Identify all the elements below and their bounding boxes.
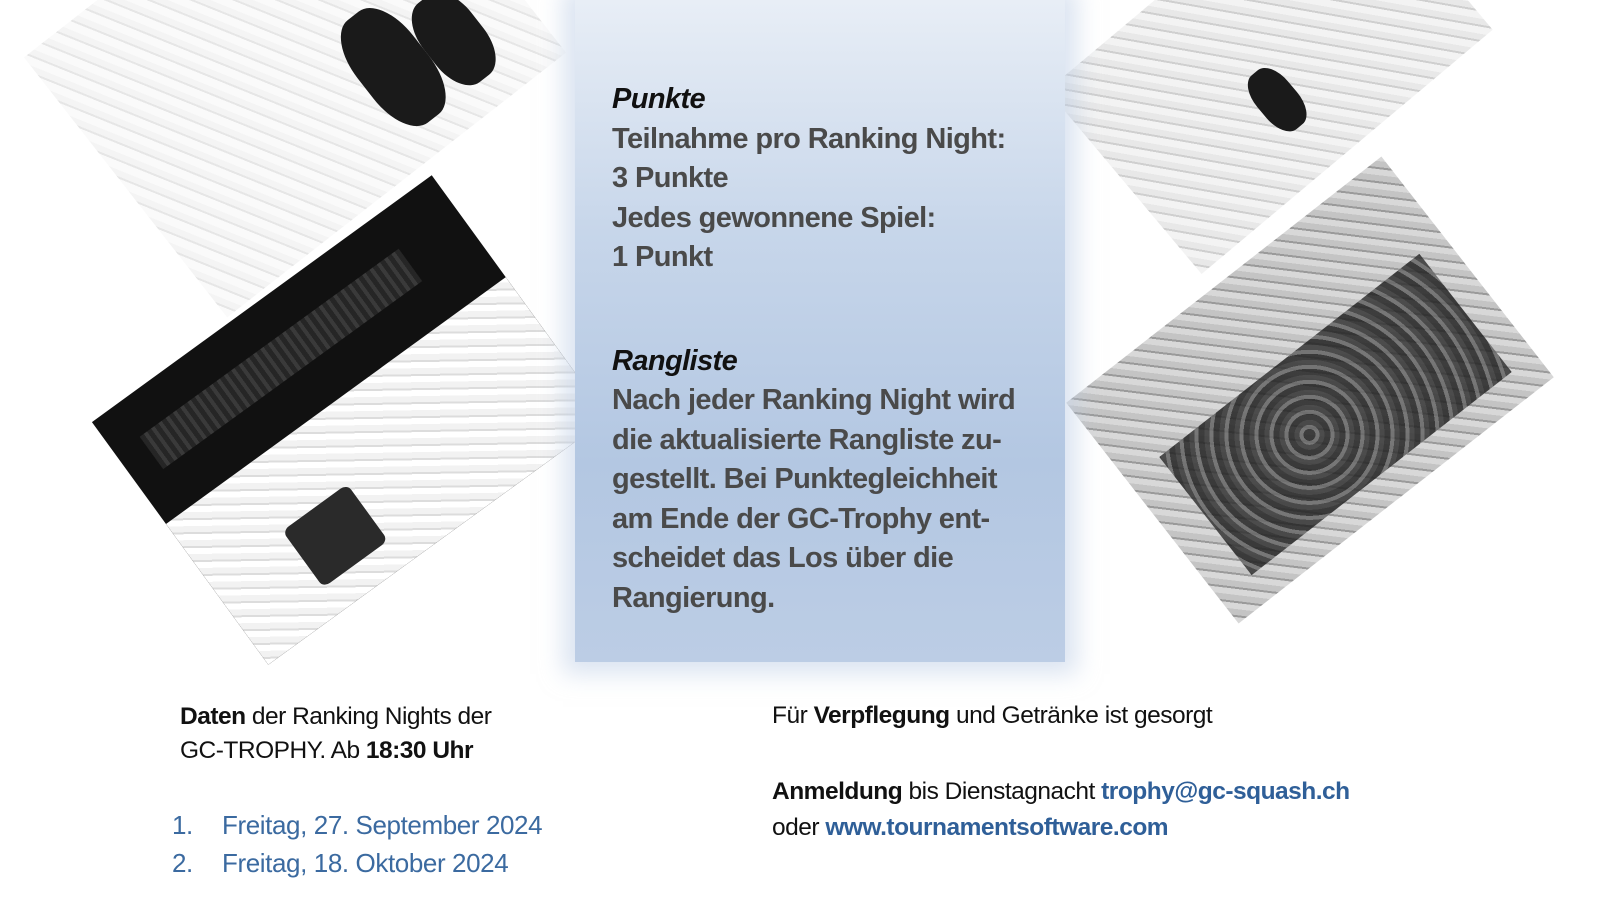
rangliste-line: Rangierung. bbox=[612, 581, 775, 614]
schedule-line2-text: GC-TROPHY. Ab bbox=[180, 737, 366, 764]
schedule-intro-bold: Daten bbox=[180, 703, 246, 730]
info-block bbox=[772, 698, 1350, 846]
trophy-table-sketch-image bbox=[92, 175, 608, 665]
rangliste-line: Nach jeder Ranking Night wird bbox=[612, 384, 1016, 416]
list-item bbox=[172, 844, 542, 882]
punkte-heading: Punkte bbox=[612, 83, 706, 115]
schedule-intro bbox=[180, 700, 491, 768]
registration-bold: Anmeldung bbox=[772, 778, 903, 805]
schedule-time: 18:30 Uhr bbox=[365, 737, 474, 764]
rangliste-heading: Rangliste bbox=[612, 344, 738, 377]
schedule-intro-text: der Ranking Nights der bbox=[245, 703, 492, 730]
punkte-line: Teilnahme pro Ranking Night: bbox=[612, 122, 1006, 155]
food-line bbox=[772, 698, 1350, 734]
punkte-line: 3 Punkte bbox=[612, 162, 729, 194]
food-prefix: Für bbox=[772, 702, 814, 729]
date-number: 1. bbox=[172, 810, 193, 840]
registration-text: bis Dienstagnacht bbox=[902, 778, 1102, 805]
list-item bbox=[172, 806, 542, 844]
rangliste-line: scheidet das Los über die bbox=[612, 542, 954, 574]
email-link[interactable]: trophy@gc-squash.ch bbox=[1101, 778, 1350, 805]
punkte-line: Jedes gewonnene Spiel: bbox=[612, 201, 936, 234]
registration-line bbox=[772, 774, 1350, 810]
date-number: 2. bbox=[172, 848, 193, 878]
rangliste-line: die aktualisierte Rangliste zu- bbox=[612, 423, 1002, 456]
website-link[interactable]: www.tournamentsoftware.com bbox=[825, 814, 1169, 841]
food-rest: und Getränke ist gesorgt bbox=[949, 702, 1213, 729]
date-list bbox=[172, 806, 542, 882]
date-text: Freitag, 27. September 2024 bbox=[222, 810, 543, 840]
rules-panel-text bbox=[612, 80, 1042, 618]
rangliste-line: gestellt. Bei Punktegleichheit bbox=[612, 463, 997, 495]
food-bold: Verpflegung bbox=[813, 702, 950, 729]
punkte-line: 1 Punkt bbox=[612, 241, 713, 273]
date-text: Freitag, 18. Oktober 2024 bbox=[222, 848, 509, 878]
rangliste-line: am Ende der GC-Trophy ent- bbox=[612, 502, 990, 535]
website-line bbox=[772, 810, 1350, 846]
or-text: oder bbox=[772, 814, 826, 841]
crowd-sketch-image bbox=[1066, 157, 1554, 624]
